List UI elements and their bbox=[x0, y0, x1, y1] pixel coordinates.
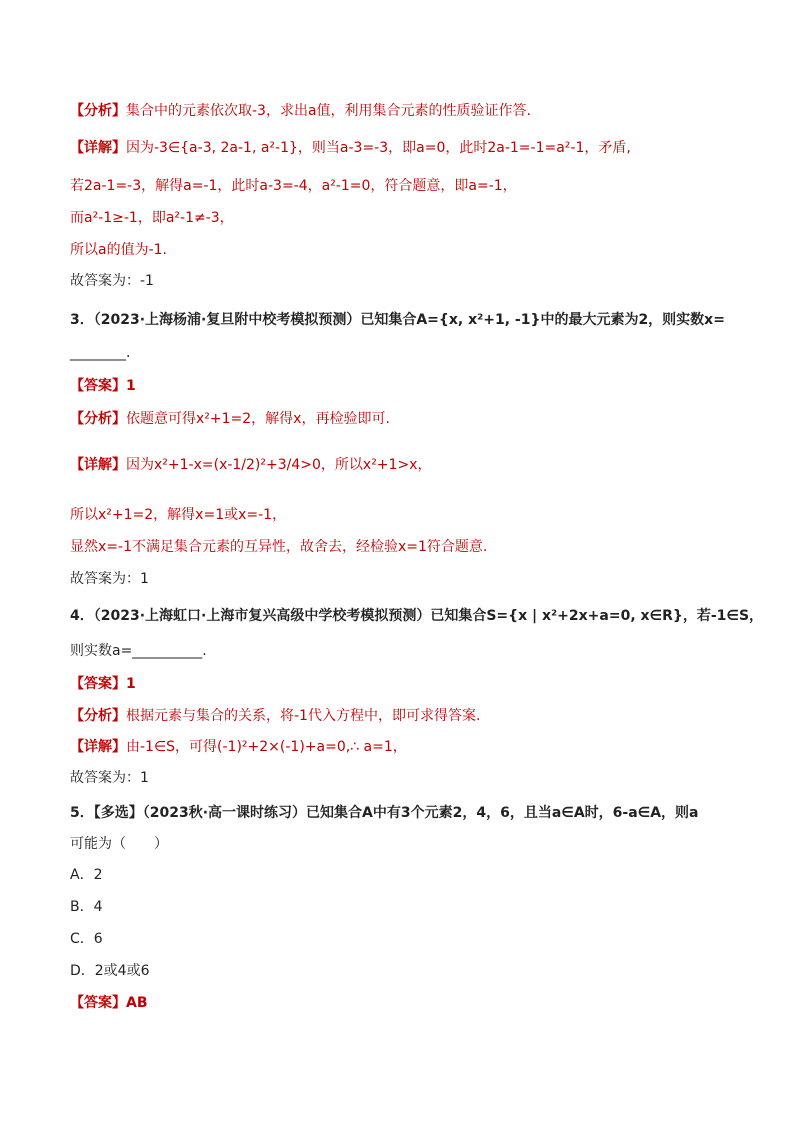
detail-line bbox=[70, 455, 431, 475]
detail-text-cont: 所以x²+1=2，解得x=1或x=-1， bbox=[70, 507, 287, 523]
answer-value: 1 bbox=[126, 676, 136, 692]
detail-text-cont: 显然x=-1不满足集合元素的互异性，故舍去，经检验x=1符合题意. bbox=[70, 539, 488, 555]
detail-text-cont: 而a²-1≥-1，即a²-1≠-3， bbox=[70, 210, 234, 226]
answer-line bbox=[70, 674, 136, 694]
label-analysis: 【分析】 bbox=[70, 103, 126, 119]
answer-statement: 故答案为：1 bbox=[70, 770, 149, 786]
label-answer: 【答案】 bbox=[70, 676, 126, 692]
analysis-line bbox=[70, 409, 390, 429]
question-5: 5．【多选】（2023秋·高一课时练习）已知集合A中有3个元素2，4，6，且当a∈A时，6-a∈A，则a bbox=[70, 805, 699, 821]
question-4: 4．（2023·上海虹口·上海市复兴高级中学校考模拟预测）已知集合S={x | x²+2x+a=0, x∈R}，若-1∈S， bbox=[70, 608, 764, 624]
label-answer: 【答案】 bbox=[70, 378, 126, 394]
question-3-blank: ________. bbox=[70, 345, 131, 361]
detail-line bbox=[70, 737, 407, 757]
answer-statement: 故答案为：-1 bbox=[70, 273, 154, 289]
analysis-text: 集合中的元素依次取-3，求出a值，利用集合元素的性质验证作答. bbox=[126, 103, 531, 119]
label-detail: 【详解】 bbox=[70, 739, 126, 755]
answer-value: 1 bbox=[126, 378, 136, 394]
analysis-line bbox=[70, 101, 531, 121]
label-analysis: 【分析】 bbox=[70, 708, 126, 724]
detail-text: 因为x²+1-x=(x-1/2)²+3/4>0，所以x²+1>x， bbox=[126, 457, 432, 473]
answer-statement: 故答案为：1 bbox=[70, 571, 149, 587]
question-3: 3．（2023·上海杨浦·复旦附中校考模拟预测）已知集合A={x, x²+1, -1}中的最大元素为2，则实数x= bbox=[70, 312, 725, 328]
option-a: A．2 bbox=[70, 867, 103, 883]
detail-text-cont: 若2a-1=-3，解得a=-1，此时a-3=-4，a²-1=0，符合题意，即a=-1， bbox=[70, 178, 517, 194]
answer-value: AB bbox=[126, 995, 148, 1011]
analysis-text: 根据元素与集合的关系，将-1代入方程中，即可求得答案. bbox=[126, 708, 481, 724]
analysis-text: 依题意可得x²+1=2，解得x，再检验即可. bbox=[126, 411, 390, 427]
label-analysis: 【分析】 bbox=[70, 411, 126, 427]
option-b: B．4 bbox=[70, 899, 103, 915]
label-answer: 【答案】 bbox=[70, 995, 126, 1011]
question-4-blank: 则实数a=__________. bbox=[70, 643, 207, 659]
detail-text: 由-1∈S，可得(-1)²+2×(-1)+a=0,∴ a=1， bbox=[126, 739, 407, 755]
detail-line bbox=[70, 138, 631, 158]
question-5-cont: 可能为（ ） bbox=[70, 836, 168, 852]
answer-line bbox=[70, 376, 136, 396]
label-detail: 【详解】 bbox=[70, 140, 126, 156]
detail-text: 因为-3∈{a-3, 2a-1, a²-1}，则当a-3=-3，即a=0，此时2a-1=-1=a²-1，矛盾, bbox=[126, 140, 631, 156]
option-c: C．6 bbox=[70, 931, 103, 947]
detail-text-cont: 所以a的值为-1. bbox=[70, 242, 167, 258]
answer-line bbox=[70, 993, 148, 1013]
analysis-line bbox=[70, 706, 480, 726]
label-detail: 【详解】 bbox=[70, 457, 126, 473]
option-d: D．2或4或6 bbox=[70, 963, 150, 979]
